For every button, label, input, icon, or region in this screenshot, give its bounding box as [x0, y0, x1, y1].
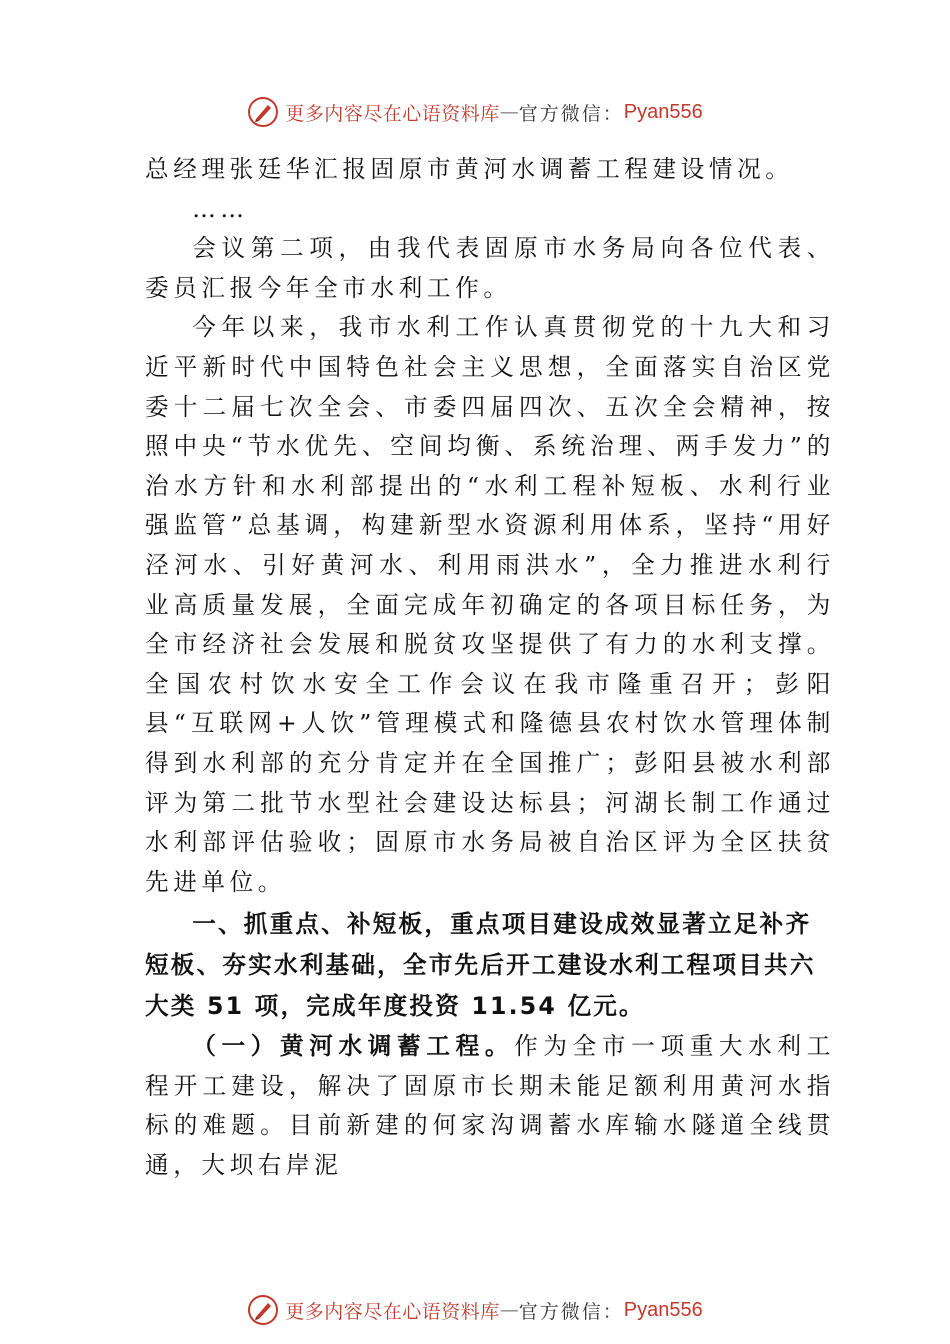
header-watermark	[0, 92, 950, 132]
watermark-wechat-id: Pyan556	[623, 1298, 703, 1321]
paragraph-continuation: 总经理张廷华汇报固原市黄河水调蓄工程建设情况。	[145, 155, 794, 183]
section-heading: 一、抓重点、补短板，重点项目建设成效显著立足补齐短板、夯实水利基础，全市先后开工建设水利工程项目共六大类 51 项，完成年度投资 11.54 亿元。	[145, 910, 816, 1021]
watermark-text: 更多内容尽在心语资料库	[285, 1300, 500, 1323]
watermark-label: 官方微信：	[518, 102, 624, 125]
watermark-label: 官方微信：	[518, 1300, 624, 1323]
footer-watermark	[0, 1290, 950, 1330]
pen-logo-icon	[247, 1294, 279, 1326]
watermark-text: 更多内容尽在心语资料库	[285, 102, 500, 125]
watermark-dash: —	[499, 101, 519, 123]
paragraph-meeting-item: 会议第二项，由我代表固原市水务局向各位代表、委员汇报今年全市水利工作。	[145, 234, 835, 302]
document-body	[145, 150, 835, 1186]
pen-logo-icon	[247, 96, 279, 128]
watermark-wechat-id: Pyan556	[623, 100, 703, 123]
subheading-label: （一）黄河水调蓄工程。	[192, 1032, 515, 1061]
paragraph-summary: 今年以来，我市水利工作认真贯彻党的十九大和习近平新时代中国特色社会主义思想，全面落实自治区党委十二届七次全会、市委四届四次、五次全会精神，按照中央“节水优先、空间均衡、系统治理、两手发力”的治水方针和水利部提出的“水利工程补短板、水利行业强监管”总基调，构建新型水资源利用体系，坚持“用好泾河水、引好黄河水、利用雨洪水”，全力推进水利行业高质量发展，全面完成年初确定的各项目标任务，为全市经济社会发展和脱贫攻坚提供了有力的水利支撑。全国农村饮水安全工作会议在我市隆重召开；彭阳县“互联网+人饮”管理模式和隆德县农村饮水管理体制得到水利部的充分肯定并在全国推广；彭阳县被水利部评为第二批节水型社会建设达标县；河湖长制工作通过水利部评估验收；固原市水务局被自治区评为全区扶贫先进单位。	[145, 313, 835, 896]
paragraph-ellipsis: ……	[192, 194, 249, 223]
watermark-dash: —	[499, 1299, 519, 1321]
paragraph-yellow-river-project	[145, 1027, 835, 1185]
paragraph-body-text: 作为全市一项重大水利工程开工建设，解决了固原市长期未能足额利用黄河水指标的难题。目前新建的何家沟调蓄水库输水隧道全线贯通，大坝右岸泥	[145, 1032, 835, 1180]
